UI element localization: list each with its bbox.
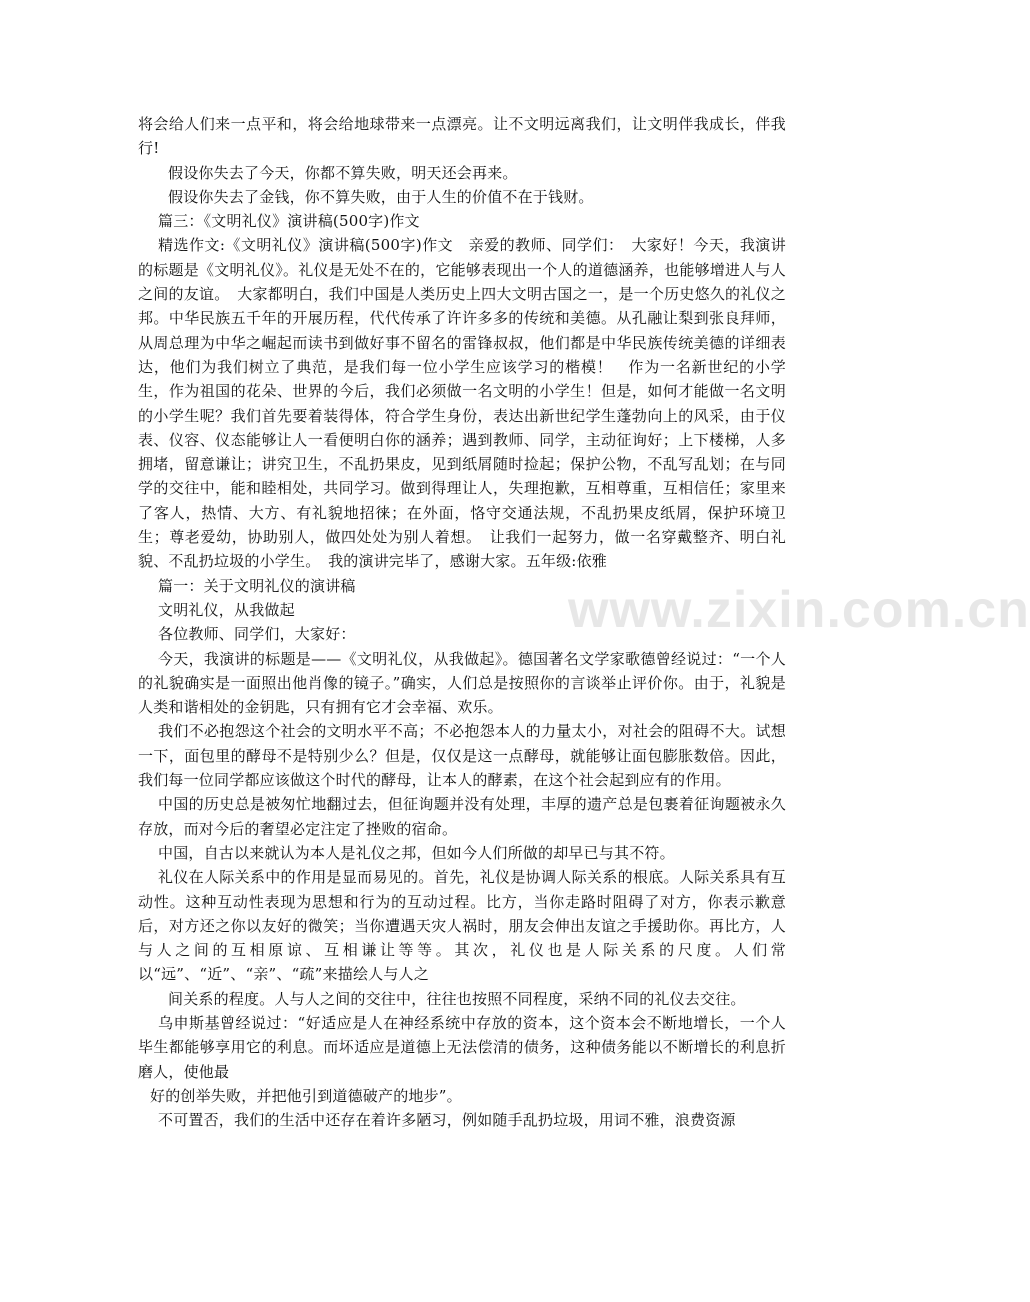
paragraph-8: 中国，自古以来就认为本人是礼仪之邦，但如今人们所做的却早已与其不符。 <box>158 843 675 862</box>
watermark-logo: www.zixin.com.cn <box>568 581 1030 639</box>
paragraph-6: 我们不必抱怨这个社会的文明水平不高；不必抱怨本人的力量太小，对社会的阻碍不大。试想一下，面包里的酵母不是特别少么？但是，仅仅是这一点酵母，就能够让面包膨胀数倍。因此，我们每一位同学都应该做这个时代的酵母，让本人的酵素，在这个社会起到应有的作用。 <box>138 722 786 790</box>
paragraph-9: 礼仪在人际关系中的作用是显而易见的。首先，礼仪是协调人际关系的根底。人际关系具有互动性。这种互动性表现为思想和行为的互动过程。比方，当你走路时阻碍了对方，你表示歉意后，对方还之你以友好的微笑；当你遭遇天灾人祸时，朋友会伸出友谊之手援助你。再比方，人与人之间的互相原谅、互相谦让等等。其次，礼仪也是人际关系的尺度。人们常以“远”、“近”、“亲”、“疏”来描绘人与人之 <box>138 868 786 984</box>
paragraph-4: 精选作文:《文明礼仪》演讲稿(500字)作文 亲爱的教师、同学们： 大家好！今天，我演讲的标题是《文明礼仪》。礼仪是无处不在的，它能够表现出一个人的道德涵养，也能够增进人与人之间的友谊。 大家都明白，我们中国是人类历史上四大文明古国之一，是一个历史悠久的礼仪之邦。中华民族五千年的开展历程，代代传承了许许多多的传统和美德。从孔融让梨到张良拜师，从周总理为中华之崛起而读书到做好事不留名的雷锋叔叔，他们都是中华民族传统美德的详细表达，他们为我们树立了典范，是我们每一位小学生应该学习的楷模！ 作为一名新世纪的小学生，作为祖国的花朵、世界的今后，我们必须做一名文明的小学生！但是，如何才能做一名文明的小学生呢？我们首先要着装得体，符合学生身份，表达出新世纪学生蓬勃向上的风采，由于仪表、仪容、仪态能够让人一看便明白你的涵养；遇到教师、同学，主动征询好；上下楼梯，人多拥堵，留意谦让；讲究卫生，不乱扔果皮，见到纸屑随时捡起；保护公物，不乱写乱划；在与同学的交往中，能和睦相处，共同学习。做到得理让人，失理抱歉，互相尊重，互相信任；家里来了客人，热情、大方、有礼貌地招徕；在外面，恪守交通法规，不乱扔果皮纸屑，保护环境卫生；尊老爱幼，协助别人，做四处处为别人着想。 让我们一起努力，做一名穿戴整齐、明白礼貌、不乱扔垃圾的小学生。 我的演讲完毕了，感谢大家。五年级:依雅 <box>138 236 786 571</box>
speech-title: 文明礼仪，从我做起 <box>158 600 295 619</box>
paragraph-1: 将会给人们来一点平和，将会给地球带来一点漂亮。让不文明远离我们，让文明伴我成长，伴我行! <box>138 115 786 158</box>
paragraph-11: 乌申斯基曾经说过：“好适应是人在神经系统中存放的资本，这个资本会不断地增长，一个人毕生都能够享用它的利息。而坏适应是道德上无法偿清的债务，这种债务能以不断增长的利息折磨人，使他最 <box>138 1013 786 1081</box>
paragraph-12: 好的创举失败，并把他引到道德破产的地步”。 <box>150 1086 462 1105</box>
paragraph-13: 不可置否，我们的生活中还存在着许多陋习，例如随手乱扔垃圾，用词不雅，浪费资源 <box>158 1111 736 1130</box>
document-body <box>138 112 786 1132</box>
paragraph-5: 今天，我演讲的标题是——《文明礼仪，从我做起》。德国著名文学家歌德曾经说过：“一个人的礼貌确实是一面照出他肖像的镜子。”确实，人们总是按照你的言谈举止评价你。由于，礼貌是人类和谐相处的金钥匙，只有拥有它才会幸福、欢乐。 <box>138 649 786 717</box>
speech-greeting: 各位教师、同学们，大家好： <box>158 625 356 644</box>
paragraph-2: 假设你失去了今天，你都不算失败，明天还会再来。 <box>168 163 518 182</box>
paragraph-7: 中国的历史总是被匆忙地翻过去，但征询题并没有处理，丰厚的遗产总是包裹着征询题被永久存放，而对今后的奢望必定注定了挫败的宿命。 <box>138 795 786 838</box>
paragraph-10: 间关系的程度。人与人之间的交往中，往往也按照不同程度，采纳不同的礼仪去交往。 <box>168 989 746 1008</box>
paragraph-3: 假设你失去了金钱，你不算失败，由于人生的价值不在于钱财。 <box>168 187 594 206</box>
section-heading-1: 篇一：关于文明礼仪的演讲稿 <box>158 576 356 595</box>
section-heading-3: 篇三：《文明礼仪》演讲稿(500字)作文 <box>158 212 420 231</box>
